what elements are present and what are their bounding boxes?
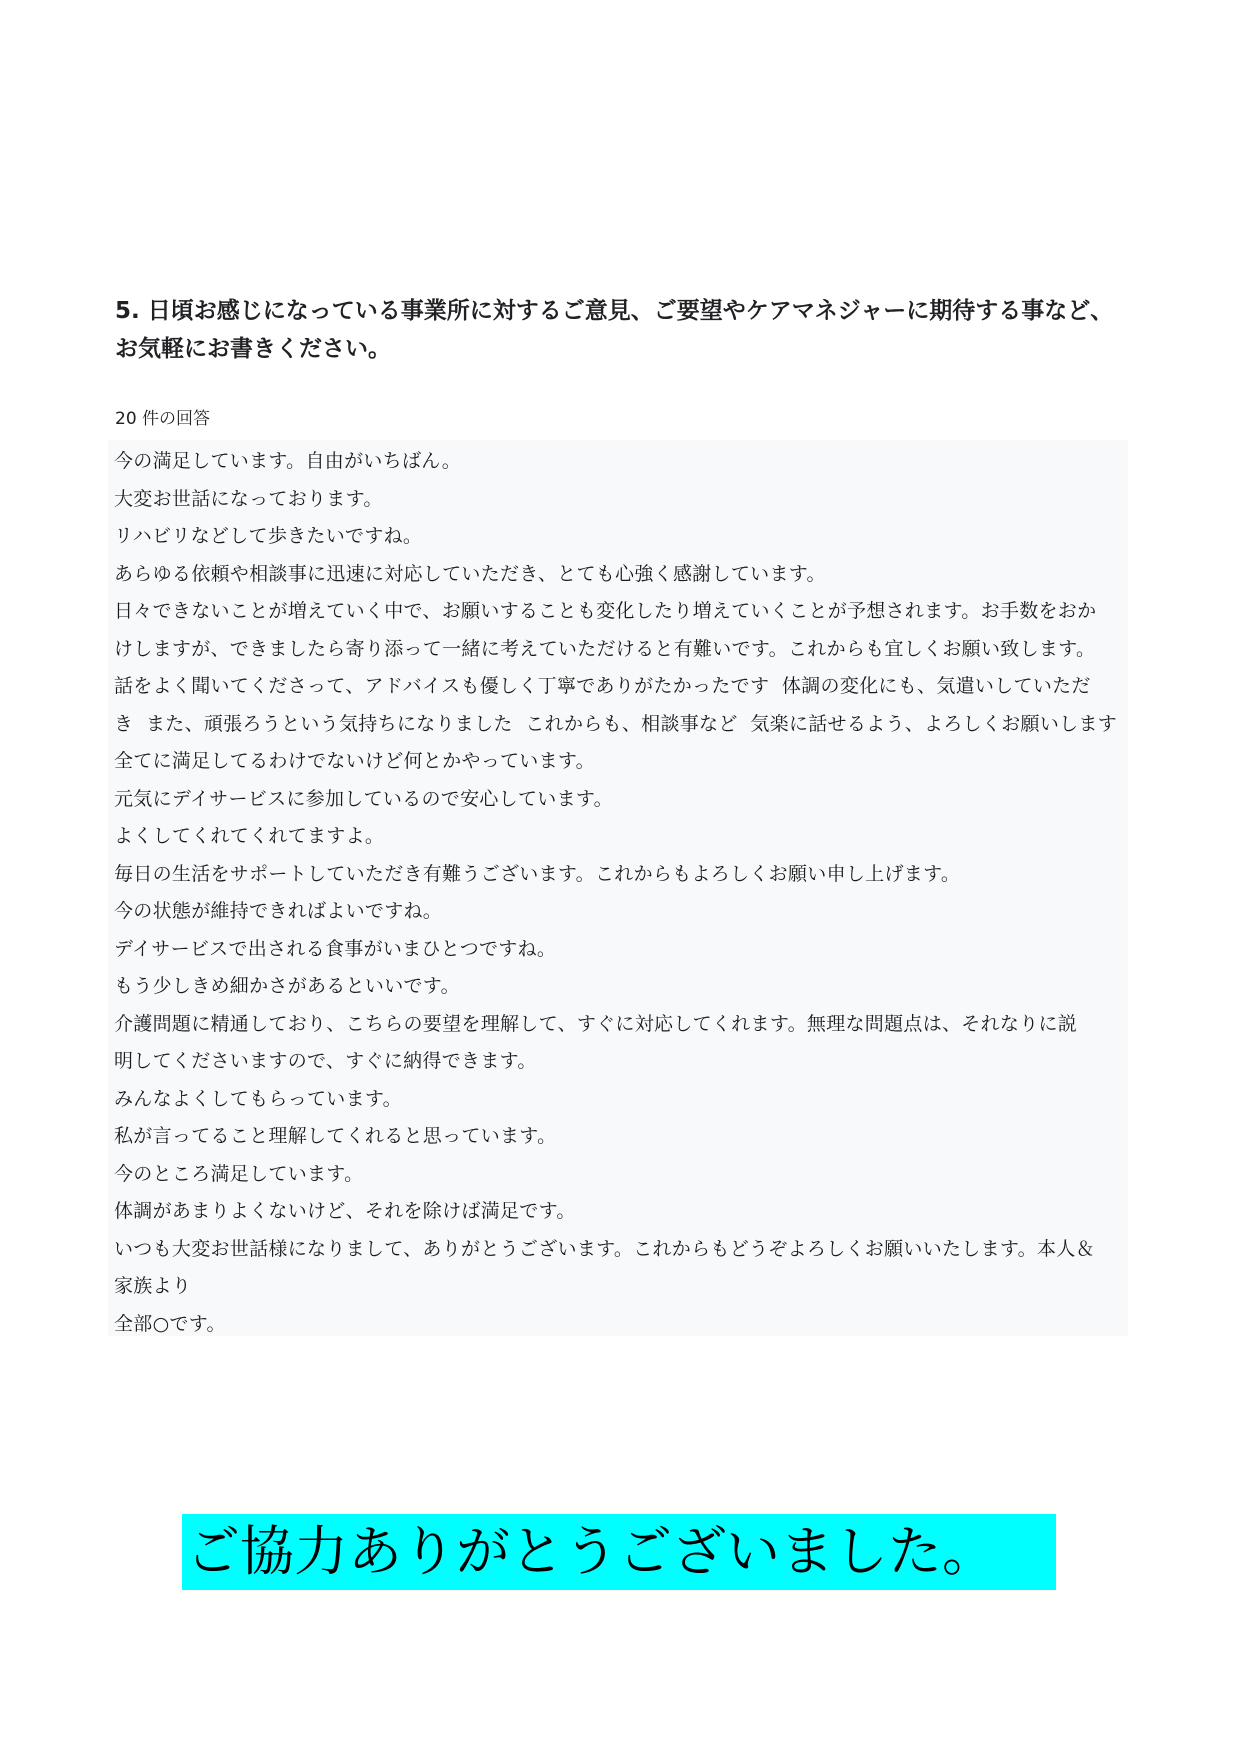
response-line: もう少しきめ細かさがあるといいです。 xyxy=(114,975,460,997)
response-line: みんなよくしてもらっています。 xyxy=(114,1087,402,1110)
response-line: 明してくださいますので、すぐに納得できます。 xyxy=(114,1050,537,1072)
response-line: 介護問題に精通しており、こちらの要望を理解して、すぐに対応してくれます。無理な問題点は、それなりに説 xyxy=(114,1012,1078,1035)
thank-you-banner: ご協力ありがとうございました。 xyxy=(182,1514,1056,1590)
response-line: 日々できないことが増えていく中で、お願いすることも変化したり増えていくことが予想されます。お手数をおか xyxy=(114,600,1097,622)
response-line: けしますが、できましたら寄り添って一緒に考えていただけると有難いです。これからも宜しくお願い致します。 xyxy=(114,637,1096,660)
response-line: 今の満足しています。自由がいちばん。 xyxy=(114,450,462,472)
response-line: 全部○です。 xyxy=(114,1312,226,1335)
response-line: デイサービスで出される食事がいまひとつですね。 xyxy=(114,937,557,960)
response-list xyxy=(108,440,1128,1336)
response-count: 20 件の回答 xyxy=(115,409,211,429)
response-line: あらゆる依頼や相談事に迅速に対応していただき、とても心強く感謝しています。 xyxy=(114,562,826,585)
response-line: 毎日の生活をサポートしていただき有難うございます。これからもよろしくお願い申し上げます。 xyxy=(114,862,961,885)
response-line: いつも大変お世話様になりまして、ありがとうございます。これからもどうぞよろしくお願いいたします。本人＆ xyxy=(114,1237,1095,1260)
response-line: 元気にデイサービスに参加しているので安心しています。 xyxy=(114,787,613,810)
question-heading: 5. 日頃お感じになっている事業所に対するご意見、ご要望やケアマネジャーに期待する事など、お気軽にお書きください。 xyxy=(115,298,1114,362)
response-line: 話をよく聞いてくださって、アドバイスも優しく丁寧でありがたかったです 体調の変化にも、気遣いしていただ xyxy=(114,675,1091,697)
response-line: 体調があまりよくないけど、それを除けば満足です。 xyxy=(114,1200,576,1222)
response-line: 今のところ満足しています。 xyxy=(114,1162,364,1185)
response-line: 今の状態が維持できればよいですね。 xyxy=(114,900,443,922)
response-line: リハビリなどして歩きたいですね。 xyxy=(114,525,423,547)
response-line: よくしてくれてくれてますよ。 xyxy=(114,825,385,847)
response-line: 大変お世話になっております。 xyxy=(114,487,383,510)
response-line: 家族より xyxy=(114,1275,192,1297)
response-line: 全てに満足してるわけでないけど何とかやっています。 xyxy=(114,750,595,772)
response-line: き また、頑張ろうという気持ちになりました これからも、相談事など 気楽に話せるよう、よろしくお願いします xyxy=(114,712,1118,735)
response-line: 私が言ってること理解してくれると思っています。 xyxy=(114,1125,557,1147)
